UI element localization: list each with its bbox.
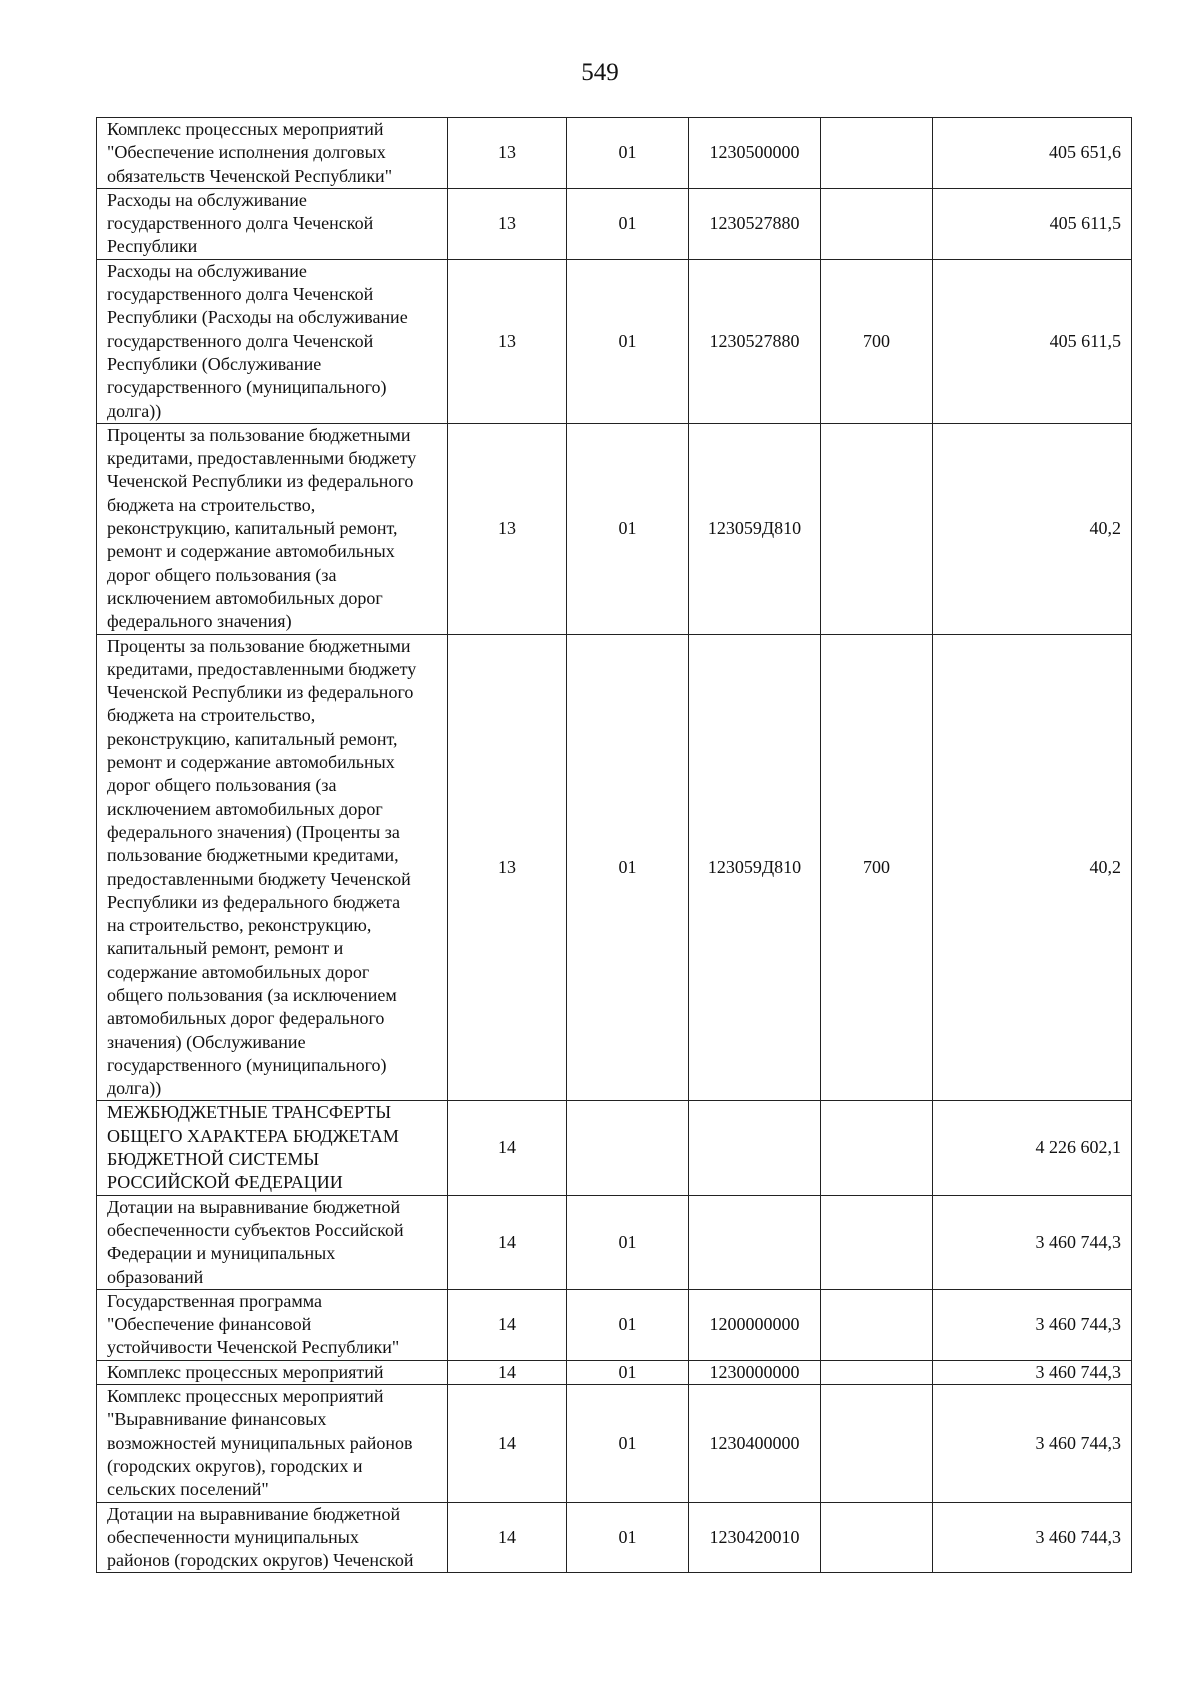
target-article-code: 1230400000 — [689, 1385, 821, 1502]
table-row — [97, 188, 1132, 259]
target-article-code — [689, 1195, 821, 1289]
amount: 4 226 602,1 — [933, 1101, 1132, 1195]
expense-type-code — [821, 188, 933, 259]
table-row — [97, 1195, 1132, 1289]
subsection-code: 01 — [567, 259, 689, 423]
amount: 405 611,5 — [933, 188, 1132, 259]
section-code: 14 — [448, 1360, 567, 1384]
amount: 3 460 744,3 — [933, 1360, 1132, 1384]
subsection-code: 01 — [567, 1195, 689, 1289]
item-name: Комплекс процессных мероприятий "Обеспечение исполнения долговых обязательств Чеченской Республики" — [97, 118, 448, 189]
amount: 40,2 — [933, 423, 1132, 634]
subsection-code: 01 — [567, 423, 689, 634]
target-article-code: 123059Д810 — [689, 634, 821, 1101]
target-article-code: 1230000000 — [689, 1360, 821, 1384]
item-name: Расходы на обслуживание государственного долга Чеченской Республики (Расходы на обслуживание государственного долга Чеченской Республики (Обслуживание государственного (муниципального) долга)) — [97, 259, 448, 423]
section-code: 14 — [448, 1385, 567, 1502]
item-name: Проценты за пользование бюджетными кредитами, предоставленными бюджету Чеченской Республики из федерального бюджета на строительство, реконструкцию, капитальный ремонт, ремонт и содержание автомобильных дорог общего пользования (за исключением автомобильных дорог федерального значения) — [97, 423, 448, 634]
amount: 405 651,6 — [933, 118, 1132, 189]
section-code: 14 — [448, 1195, 567, 1289]
subsection-code: 01 — [567, 1385, 689, 1502]
section-code: 13 — [448, 118, 567, 189]
table-row — [97, 634, 1132, 1101]
subsection-code: 01 — [567, 118, 689, 189]
item-name: МЕЖБЮДЖЕТНЫЕ ТРАНСФЕРТЫ ОБЩЕГО ХАРАКТЕРА БЮДЖЕТАМ БЮДЖЕТНОЙ СИСТЕМЫ РОССИЙСКОЙ ФЕДЕРАЦИИ — [97, 1101, 448, 1195]
expense-type-code — [821, 1502, 933, 1573]
table-row — [97, 1289, 1132, 1360]
budget-table — [96, 117, 1132, 1573]
expense-type-code — [821, 1385, 933, 1502]
table-row — [97, 1502, 1132, 1573]
target-article-code — [689, 1101, 821, 1195]
expense-type-code — [821, 1195, 933, 1289]
amount: 40,2 — [933, 634, 1132, 1101]
item-name: Проценты за пользование бюджетными кредитами, предоставленными бюджету Чеченской Республики из федерального бюджета на строительство, реконструкцию, капитальный ремонт, ремонт и содержание автомобильных дорог общего пользования (за исключением автомобильных дорог федерального значения) (Проценты за пользование бюджетными кредитами, предоставленными бюджету Чеченской Республики из федерального бюджета на строительство, реконструкцию, капитальный ремонт, ремонт и содержание автомобильных дорог общего пользования (за исключением автомобильных дорог федерального значения) (Обслуживание государственного (муниципального) долга)) — [97, 634, 448, 1101]
table-row — [97, 259, 1132, 423]
section-code: 13 — [448, 188, 567, 259]
expense-type-code — [821, 1360, 933, 1384]
table-row — [97, 1385, 1132, 1502]
amount: 3 460 744,3 — [933, 1289, 1132, 1360]
expense-type-code: 700 — [821, 634, 933, 1101]
expense-type-code — [821, 423, 933, 634]
section-code: 14 — [448, 1502, 567, 1573]
subsection-code: 01 — [567, 634, 689, 1101]
target-article-code: 1230527880 — [689, 188, 821, 259]
subsection-code — [567, 1101, 689, 1195]
table-row — [97, 423, 1132, 634]
expense-type-code — [821, 1289, 933, 1360]
page-number: 549 — [581, 59, 619, 86]
amount: 405 611,5 — [933, 259, 1132, 423]
section-code: 13 — [448, 634, 567, 1101]
expense-type-code: 700 — [821, 259, 933, 423]
budget-table-body — [97, 118, 1132, 1573]
expense-type-code — [821, 1101, 933, 1195]
section-code: 14 — [448, 1289, 567, 1360]
amount: 3 460 744,3 — [933, 1195, 1132, 1289]
expense-type-code — [821, 118, 933, 189]
amount: 3 460 744,3 — [933, 1502, 1132, 1573]
target-article-code: 1230527880 — [689, 259, 821, 423]
item-name: Дотации на выравнивание бюджетной обеспеченности субъектов Российской Федерации и муниципальных образований — [97, 1195, 448, 1289]
item-name: Расходы на обслуживание государственного долга Чеченской Республики — [97, 188, 448, 259]
target-article-code: 123059Д810 — [689, 423, 821, 634]
section-code: 13 — [448, 259, 567, 423]
target-article-code: 1200000000 — [689, 1289, 821, 1360]
item-name: Дотации на выравнивание бюджетной обеспеченности муниципальных районов (городских округов) Чеченской — [97, 1502, 448, 1573]
item-name: Комплекс процессных мероприятий "Выравнивание финансовых возможностей муниципальных районов (городских округов), городских и сельских поселений" — [97, 1385, 448, 1502]
table-row — [97, 118, 1132, 189]
section-code: 13 — [448, 423, 567, 634]
subsection-code: 01 — [567, 188, 689, 259]
amount: 3 460 744,3 — [933, 1385, 1132, 1502]
target-article-code: 1230500000 — [689, 118, 821, 189]
item-name: Комплекс процессных мероприятий — [97, 1360, 448, 1384]
subsection-code: 01 — [567, 1289, 689, 1360]
item-name: Государственная программа "Обеспечение финансовой устойчивости Чеченской Республики" — [97, 1289, 448, 1360]
section-code: 14 — [448, 1101, 567, 1195]
subsection-code: 01 — [567, 1360, 689, 1384]
table-row — [97, 1101, 1132, 1195]
table-row — [97, 1360, 1132, 1384]
target-article-code: 1230420010 — [689, 1502, 821, 1573]
subsection-code: 01 — [567, 1502, 689, 1573]
